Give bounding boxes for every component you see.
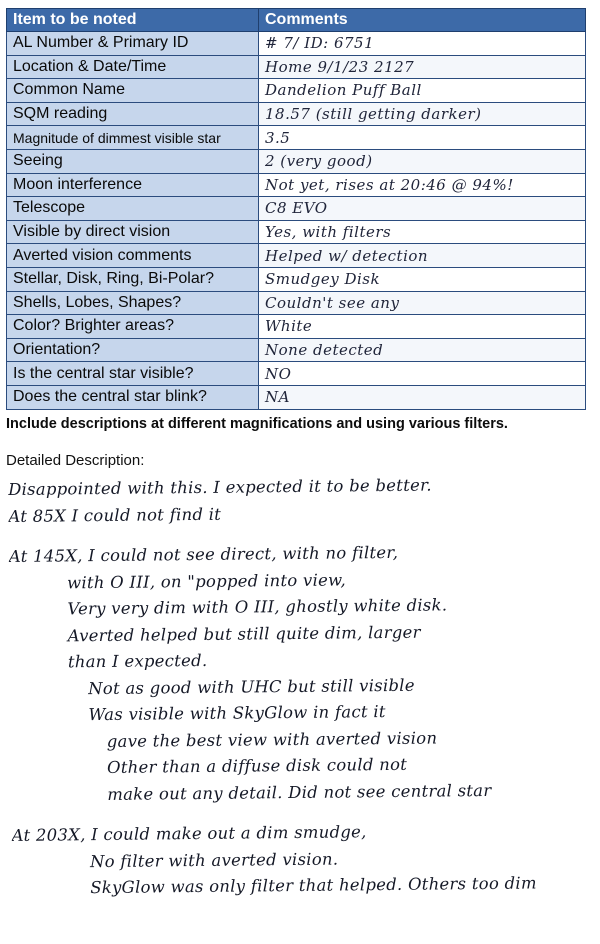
row-item-label: Common Name — [7, 79, 259, 103]
table-row — [7, 362, 586, 386]
row-item-label: Color? Brighter areas? — [7, 315, 259, 339]
description-line: At 203X, I could make out a dim smudge, — [11, 821, 367, 845]
row-comment-value: 18.57 (still getting darker) — [259, 102, 586, 126]
row-comment-value: Dandelion Puff Ball — [259, 79, 586, 103]
row-item-label: Visible by direct vision — [7, 220, 259, 244]
row-item-label: Does the central star blink? — [7, 385, 259, 409]
row-comment-value: Smudgey Disk — [259, 267, 586, 291]
description-line: Disappointed with this. I expected it to be better. — [8, 475, 432, 499]
table-row — [7, 173, 586, 197]
table-row — [7, 220, 586, 244]
row-comment-value: 3.5 — [259, 126, 586, 150]
table-header-row — [7, 9, 586, 32]
column-header-comments: Comments — [259, 9, 586, 32]
row-item-label: AL Number & Primary ID — [7, 32, 259, 56]
row-item-label: Seeing — [7, 149, 259, 173]
observation-log-sheet — [6, 8, 594, 902]
table-row — [7, 79, 586, 103]
table-row — [7, 291, 586, 315]
description-line: Other than a diffuse disk could not — [106, 754, 408, 777]
row-comment-value: Yes, with filters — [259, 220, 586, 244]
row-item-label: Stellar, Disk, Ring, Bi-Polar? — [7, 267, 259, 291]
row-item-label: Is the central star visible? — [7, 362, 259, 386]
row-comment-value: NO — [259, 362, 586, 386]
row-comment-value: 2 (very good) — [259, 149, 586, 173]
row-comment-value: Home 9/1/23 2127 — [259, 55, 586, 79]
instructions-text: Include descriptions at different magnifications and using various filters. — [6, 415, 508, 432]
table-row — [7, 55, 586, 79]
row-comment-value: White — [259, 315, 586, 339]
description-line: No filter with averted vision. — [89, 848, 339, 871]
table-row — [7, 149, 586, 173]
description-line: than I expected. — [67, 650, 208, 671]
table-row — [7, 102, 586, 126]
description-line: Very very dim with O III, ghostly white disk. — [67, 594, 448, 618]
row-comment-value: # 7/ ID: 6751 — [259, 32, 586, 56]
row-item-label: Location & Date/Time — [7, 55, 259, 79]
row-item-label: Magnitude of dimmest visible star — [7, 126, 259, 150]
table-row — [7, 315, 586, 339]
row-comment-value: None detected — [259, 338, 586, 362]
row-item-label: Averted vision comments — [7, 244, 259, 268]
row-item-label: Moon interference — [7, 173, 259, 197]
detailed-description-label: Detailed Description: — [6, 451, 145, 469]
description-line: make out any detail. Did not see central star — [107, 779, 492, 803]
observation-table — [6, 8, 586, 410]
row-comment-value: C8 EVO — [259, 197, 586, 221]
handwritten-description — [6, 470, 598, 902]
table-row — [7, 32, 586, 56]
description-line: with O III, on "popped into view, — [67, 569, 347, 592]
row-comment-value: NA — [259, 385, 586, 409]
column-header-item: Item to be noted — [7, 9, 259, 32]
table-row — [7, 338, 586, 362]
description-line: At 145X, I could not see direct, with no filter, — [8, 542, 399, 566]
row-item-label: Orientation? — [7, 338, 259, 362]
row-comment-value: Not yet, rises at 20:46 @ 94%! — [259, 173, 586, 197]
row-item-label: Telescope — [7, 197, 259, 221]
table-row — [7, 267, 586, 291]
description-line: gave the best view with averted vision — [106, 727, 438, 750]
description-line: Not as good with UHC but still visible — [88, 674, 415, 698]
row-item-label: Shells, Lobes, Shapes? — [7, 291, 259, 315]
description-line: Averted helped but still quite dim, larger — [67, 621, 421, 645]
description-line: SkyGlow was only filter that helped. Others too dim — [90, 872, 537, 897]
row-comment-value: Helped w/ detection — [259, 244, 586, 268]
row-comment-value: Couldn't see any — [259, 291, 586, 315]
table-row — [7, 244, 586, 268]
description-line: At 85X I could not find it — [8, 503, 222, 525]
row-item-label: SQM reading — [7, 102, 259, 126]
description-line: Was visible with SkyGlow in fact it — [88, 701, 386, 724]
table-row — [7, 197, 586, 221]
table-row — [7, 126, 586, 150]
table-row — [7, 385, 586, 409]
